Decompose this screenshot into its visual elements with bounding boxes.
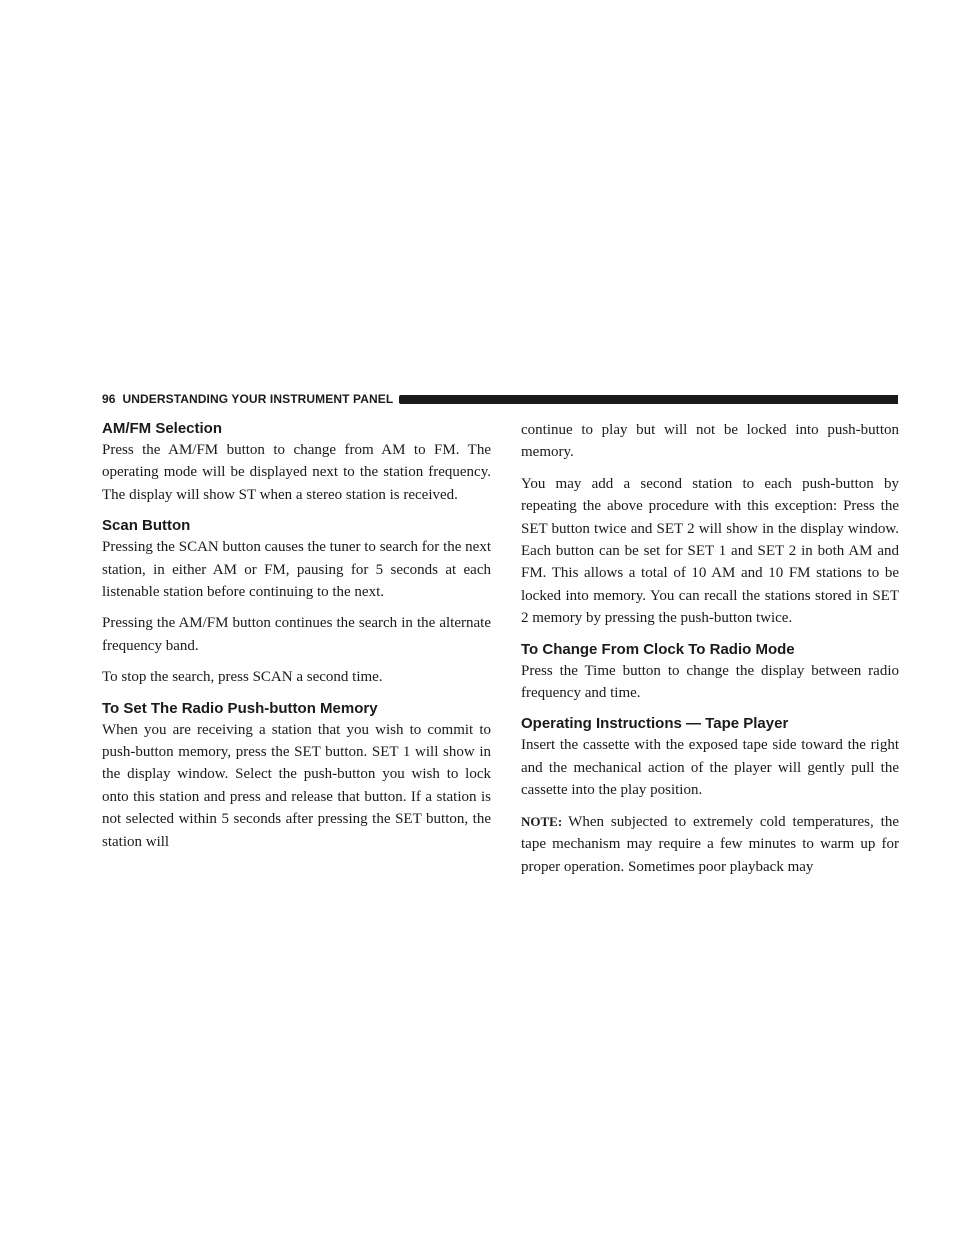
note-label: NOTE:	[521, 813, 563, 829]
heading-am-fm-selection: AM/FM Selection	[102, 420, 223, 437]
header-spacer	[116, 392, 123, 406]
paragraph-memory-2: You may add a second station to each push-button by repeating the above procedure with this exception: Press the SET button twice and SET 2 will show in the display window. Each button can be set for SET 1 and SET 2 in both AM and FM. This allows a total of 10 AM and 10 FM stations to be locked into memory. You can recall the stations stored in SET 2 memory by pressing the push-button twice.	[521, 475, 899, 627]
paragraph-scan-2: Pressing the AM/FM button continues the search in the alternate frequency band.	[102, 615, 491, 654]
header-rule	[399, 395, 898, 404]
paragraph-scan-3: To stop the search, press SCAN a second time.	[102, 669, 383, 686]
paragraph-clock-radio: Press the Time button to change the display between radio frequency and time.	[521, 662, 899, 702]
heading-tape-player: Operating Instructions — Tape Player	[521, 715, 789, 733]
left-column	[102, 419, 491, 862]
paragraph-memory-1: When you are receiving a station that you wish to commit to push-button memory, press the SET button. SET 1 will show in the display window. Select the push-button you wish to lock onto this station and press and release that button. If a station is not selected within 5 seconds after pressing the SET button, the station will	[102, 721, 491, 850]
heading-push-button-memory: To Set The Radio Push-button Memory	[102, 699, 378, 717]
page-header	[102, 390, 898, 408]
paragraph-am-fm: Press the AM/FM button to change from AM to FM. The operating mode will be displayed next to the station frequency. The display will show ST when a stereo station is received.	[102, 442, 491, 503]
paragraph-tape-player: Insert the cassette with the exposed tape side toward the right and the mechanical action of the player will gently pull the cassette into the play position.	[521, 737, 899, 799]
paragraph-scan-1: Pressing the SCAN button causes the tuner to search for the next station, in either AM or FM, pausing for 5 seconds at each listenable station before continuing to the next.	[102, 539, 491, 601]
paragraph-memory-continued: continue to play but will not be locked into push-button memory.	[521, 422, 899, 461]
heading-scan-button: Scan Button	[102, 517, 191, 535]
right-column	[521, 419, 899, 887]
section-title: UNDERSTANDING YOUR INSTRUMENT PANEL	[122, 392, 394, 406]
note-paragraph	[521, 811, 899, 878]
heading-clock-radio-mode: To Change From Clock To Radio Mode	[521, 640, 795, 658]
page-number: 96	[102, 392, 116, 406]
note-text: When subjected to extremely cold temperatures, the tape mechanism may require a few minutes to warm up for proper operation. Sometimes poor playback may	[521, 813, 899, 875]
